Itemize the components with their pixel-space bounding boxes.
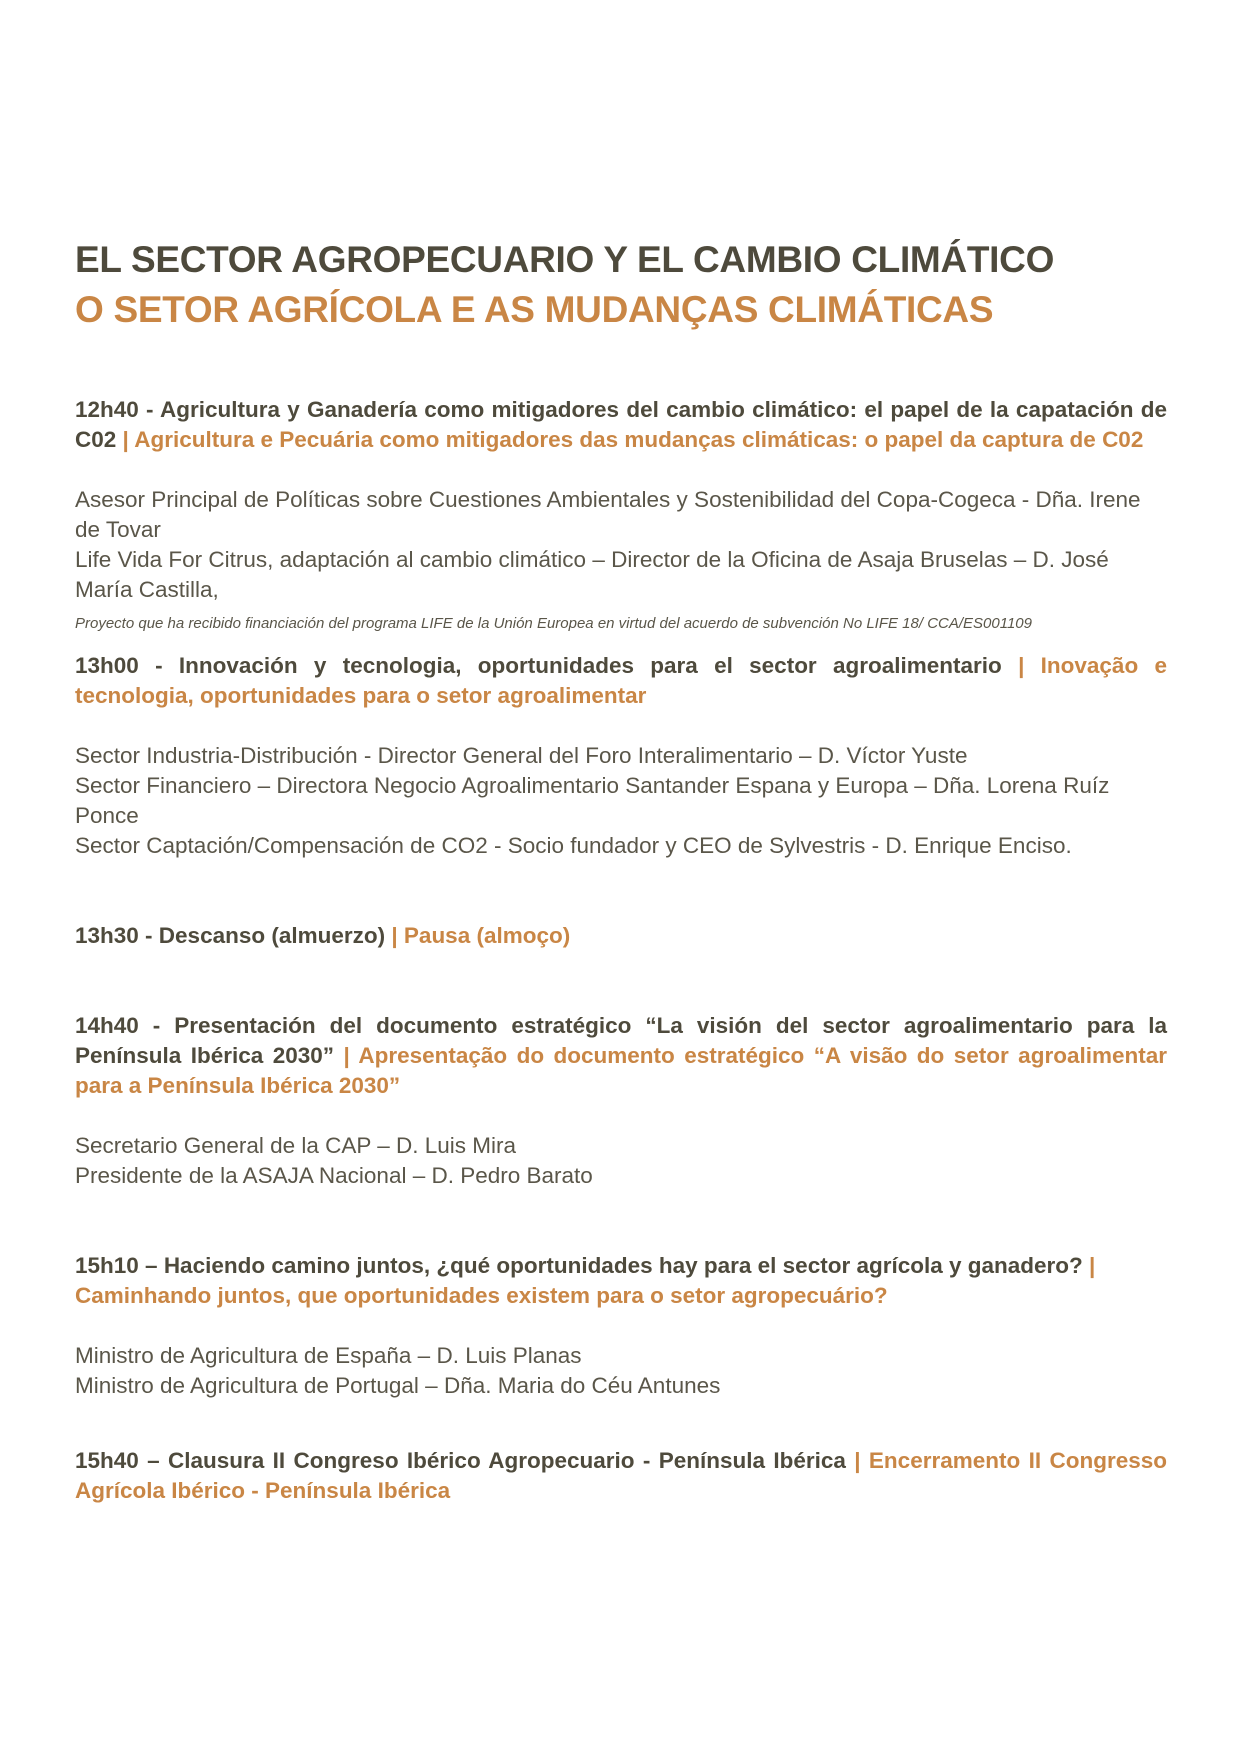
session-title-pt: | Agricultura e Pecuária como mitigadores das mudanças climáticas: o papel da captura de C02 xyxy=(116,427,1144,452)
session-title-es: 15h40 – Clausura II Congreso Ibérico Agropecuario - Península Ibérica xyxy=(75,1448,846,1473)
session-title-es: 13h00 - Innovación y tecnologia, oportunidades para el sector agroalimentario xyxy=(75,653,1002,678)
speaker-line: Ministro de Agricultura de Portugal – Dña. Maria do Céu Antunes xyxy=(75,1373,721,1398)
session-heading xyxy=(75,395,1167,455)
funding-note: Proyecto que ha recibido financiación del programa LIFE de la Unión Europea en virtud del acuerdo de subvención No LIFE 18/ CCA/ES001109 xyxy=(75,615,1032,632)
session-title-pt: | Inovação e tecnologia, oportunidades para o setor agroalimentar xyxy=(75,653,1167,708)
speaker-line: Sector Financiero – Directora Negocio Agroalimentario Santander Espana y Europa – Dña. Lorena Ruíz Ponce xyxy=(75,773,1110,828)
session-title-es: 15h10 – Haciendo camino juntos, ¿qué oportunidades hay para el sector agrícola y ganadero? xyxy=(75,1253,1083,1278)
session-6 xyxy=(75,1446,1167,1506)
session-title-es: 14h40 - Presentación del documento estratégico “La visión del sector agroalimentario para la Península Ibérica 2030” xyxy=(75,1013,1167,1068)
speaker-line: Sector Industria-Distribución - Director General del Foro Interalimentario – D. Víctor Yuste xyxy=(75,743,968,768)
speaker-line: Asesor Principal de Políticas sobre Cuestiones Ambientales y Sostenibilidad del Copa-Cogeca - Dña. Irene de Tovar xyxy=(75,487,1141,542)
session-heading xyxy=(75,651,1167,711)
session-title-es: 13h30 - Descanso (almuerzo) xyxy=(75,923,386,948)
speaker-line: Presidente de la ASAJA Nacional – D. Pedro Barato xyxy=(75,1163,593,1188)
session-heading xyxy=(75,1251,1167,1311)
session-1 xyxy=(75,395,1167,639)
session-heading xyxy=(75,921,1167,951)
page-title-pt: O SETOR AGRÍCOLA E AS MUDANÇAS CLIMÁTICAS xyxy=(75,289,994,330)
speaker-line: Ministro de Agricultura de España – D. Luis Planas xyxy=(75,1343,582,1368)
session-title-es: 12h40 - Agricultura y Ganadería como mitigadores del cambio climático: el papel de la capatación de C02 xyxy=(75,397,1167,452)
session-heading xyxy=(75,1446,1167,1506)
session-title-pt: | Pausa (almoço) xyxy=(385,923,571,948)
session-4 xyxy=(75,1011,1167,1191)
page-title-es: EL SECTOR AGROPECUARIO Y EL CAMBIO CLIMÁTICO xyxy=(75,239,1055,280)
session-3 xyxy=(75,921,1167,951)
speaker-line: Life Vida For Citrus, adaptación al cambio climático – Director de la Oficina de Asaja Bruselas – D. José María Castilla, xyxy=(75,547,1109,602)
session-heading xyxy=(75,1011,1167,1101)
session-5 xyxy=(75,1251,1167,1401)
speaker-line: Secretario General de la CAP – D. Luis Mira xyxy=(75,1133,517,1158)
session-title-pt: | Encerramento II Congresso Agrícola Ibérico - Península Ibérica xyxy=(75,1448,1167,1503)
session-2 xyxy=(75,651,1167,861)
session-title-pt: | Caminhando juntos, que oportunidades existem para o setor agropecuário? xyxy=(75,1253,1096,1308)
document-page xyxy=(75,235,1167,1506)
session-title-pt: | Apresentação do documento estratégico “A visão do setor agroalimentar para a Península Ibérica 2030” xyxy=(75,1043,1167,1098)
speaker-line: Sector Captación/Compensación de CO2 - Socio fundador y CEO de Sylvestris - D. Enrique Enciso. xyxy=(75,833,1072,858)
